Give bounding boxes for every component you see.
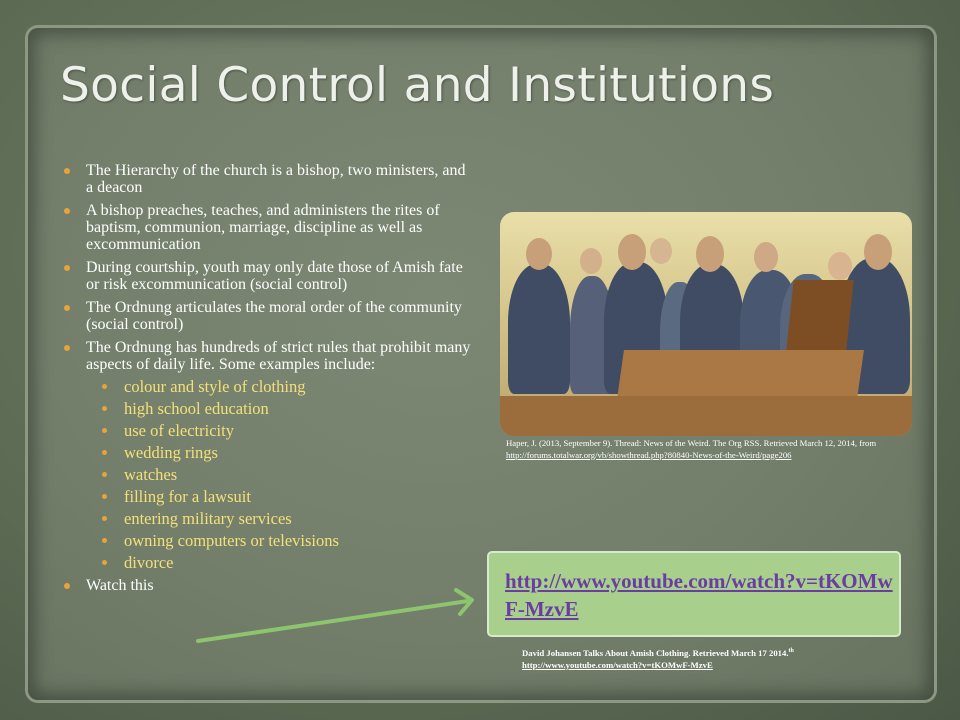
- example-item: watches: [86, 466, 472, 483]
- citation-superscript: th: [788, 648, 794, 654]
- example-item: divorce: [86, 554, 472, 571]
- bullet-item: The Hierarchy of the church is a bishop, two ministers, and a deacon: [62, 162, 472, 196]
- citation-link[interactable]: http://www.youtube.com/watch?v=tKOMwF-MzvE: [522, 659, 713, 670]
- example-item: high school education: [86, 400, 472, 417]
- video-link[interactable]: http://www.youtube.com/watch?v=tKOMwF-MzvE: [505, 569, 893, 621]
- bullet-text: The Ordnung has hundreds of strict rules that prohibit many aspects of daily life. Some examples include:: [86, 339, 471, 373]
- citation-text: Haper, J. (2013, September 9). Thread: News of the Weird. The Org RSS. Retrieved March 12, 2014, from: [506, 438, 877, 448]
- example-item: owning computers or televisions: [86, 532, 472, 549]
- example-item: entering military services: [86, 510, 472, 527]
- slide-title: Social Control and Institutions: [60, 58, 775, 113]
- example-item: use of electricity: [86, 422, 472, 439]
- example-item: wedding rings: [86, 444, 472, 461]
- bullet-item: During courtship, youth may only date those of Amish fate or risk excommunication (social control): [62, 259, 472, 293]
- bullet-item: The Ordnung articulates the moral order of the community (social control): [62, 299, 472, 333]
- example-item: filling for a lawsuit: [86, 488, 472, 505]
- citation-text: David Johansen Talks About Amish Clothing. Retrieved March 17 2014.: [522, 647, 789, 658]
- bullet-item: A bishop preaches, teaches, and administers the rites of baptism, communion, marriage, discipline as well as excommunication: [62, 202, 472, 253]
- bullet-item-watch: Watch this: [62, 577, 472, 594]
- citation-link[interactable]: http://forums.totalwar.org/vb/showthread.php?80840-News-of-the-Weird/page206: [506, 449, 792, 460]
- example-item: colour and style of clothing: [86, 378, 472, 395]
